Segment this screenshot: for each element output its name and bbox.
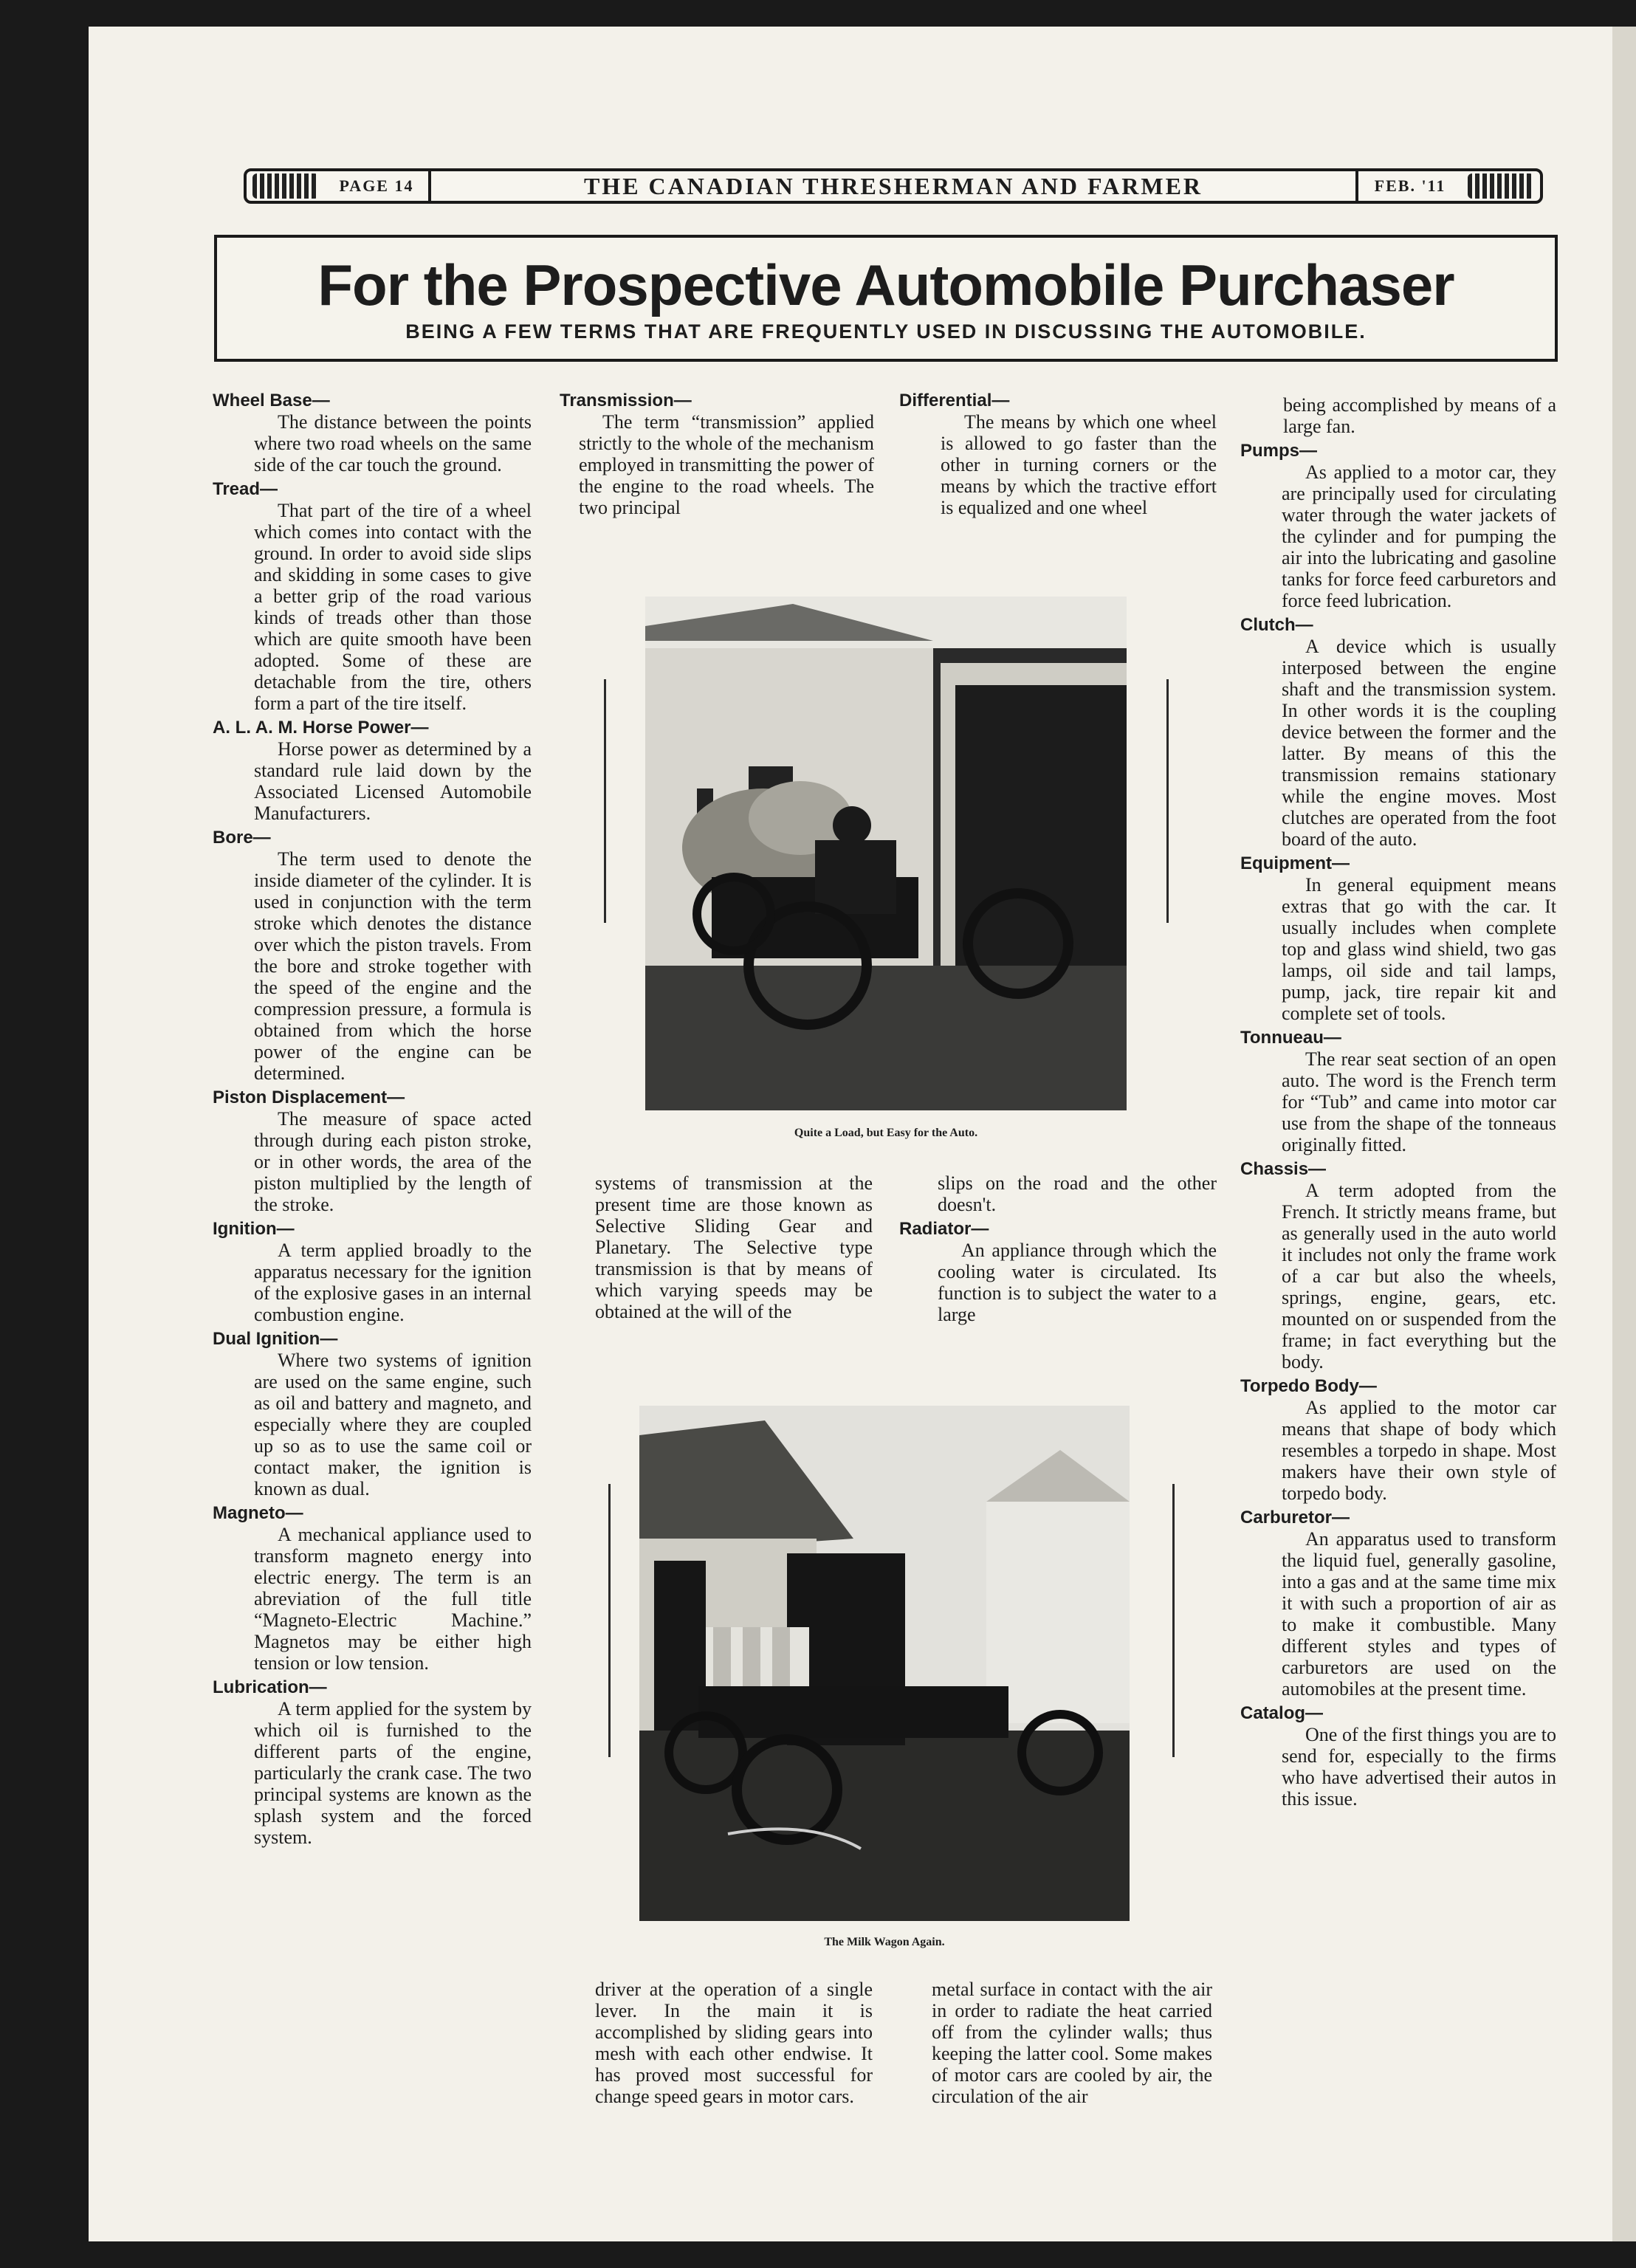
term-heading: Ignition— [213, 1219, 295, 1239]
photo-rule [604, 679, 606, 923]
term-heading: Transmission— [560, 391, 692, 410]
column-1 [213, 387, 532, 1848]
issue-date: FEB. '11 [1374, 176, 1446, 195]
photo-milk-wagon [639, 1406, 1130, 1921]
term-definition: A term adopted from the French. It strictly means frame, but as generally used in the auto world it includes not only the frame work of a car but also the wheels, springs, engine, gears, etc. mounted on or suspended from the frame; in fact everything but the body. [1282, 1180, 1556, 1372]
term-definition: The rear seat section of an open auto. The word is the French term for “Tub” and came into motor car use from the shape of the tonneaus originally fitted. [1282, 1048, 1556, 1155]
term-heading: Radiator— [899, 1219, 989, 1239]
column-2-bottom [595, 1979, 873, 2107]
term-definition: A term applied broadly to the apparatus necessary for the ignition of the explosive gases in an internal combustion engine. [254, 1240, 532, 1325]
term-heading: Equipment— [1240, 853, 1350, 873]
column-2-top [560, 387, 874, 518]
photo-loaded-auto [645, 597, 1127, 1110]
term-definition: A device which is usually interposed between the engine shaft and the transmission system. In other words it is the coupling device between the former and the latter. By means of this the transmission remains stationary while the engine moves. Most clutches are operated from the foot board of the auto. [1282, 636, 1556, 850]
subheadline: BEING A FEW TERMS THAT ARE FREQUENTLY USED IN DISCUSSING THE AUTOMOBILE. [405, 320, 1367, 343]
term-heading: Pumps— [1240, 441, 1318, 461]
term-heading: Tonnueau— [1240, 1028, 1341, 1048]
term-heading: Wheel Base— [213, 391, 330, 410]
term-heading: Lubrication— [213, 1677, 327, 1697]
term-definition: The measure of space acted through during each piston stroke, or in other words, the area of the piston multiplied by the length of the stroke. [254, 1108, 532, 1215]
column-3-top [899, 387, 1217, 518]
term-definition: As applied to a motor car, they are principally used for circulating water through the water jackets of the cylinder and for pumping the air into the lubricating and gasoline tanks for force feed carburetors and force feed lubrication. [1282, 461, 1556, 611]
photo-caption: Quite a Load, but Easy for the Auto. [794, 1127, 978, 1139]
term-definition: An apparatus used to transform the liquid fuel, generally gasoline, into a gas and at the same time mix it with such a proportion of air as to make it combustible. Many different styles and types of carburetors are used on the automobiles at the present time. [1282, 1528, 1556, 1700]
photo-rule [1172, 1484, 1175, 1757]
continued-text: systems of transmission at the present time are those known as Selective Sliding Gear and Planetary. The Selective type transmission is that by means of which varying speeds may be obtained at the will of the [595, 1172, 873, 1322]
term-definition: One of the first things you are to send for, especially to the firms who have advertised their autos in this issue. [1282, 1724, 1556, 1810]
continued-text: slips on the road and the other doesn't. [938, 1172, 1217, 1215]
term-heading: Dual Ignition— [213, 1329, 338, 1349]
term-heading: Differential— [899, 391, 1010, 410]
term-definition: As applied to the motor car means that shape of body which resembles a torpedo in shape. Most makers have their own style of torpedo body. [1282, 1397, 1556, 1504]
column-2-middle [595, 1172, 873, 1322]
photo-rule [1166, 679, 1169, 923]
photo-caption: The Milk Wagon Again. [824, 1936, 945, 1948]
column-3-middle [899, 1172, 1217, 1325]
term-heading: Magneto— [213, 1503, 303, 1523]
term-definition: An appliance through which the cooling water is circulated. Its function is to subject the water to a large [938, 1240, 1217, 1325]
column-4 [1240, 394, 1556, 1810]
term-heading: Torpedo Body— [1240, 1376, 1377, 1396]
term-definition: Horse power as determined by a standard rule laid down by the Associated Licensed Automobile Manufacturers. [254, 738, 532, 824]
term-definition: That part of the tire of a wheel which comes into contact with the ground. In order to avoid side slips and skidding in some cases to give a better grip of the road various kinds of treads other than those which are quite smooth have been adopted. Some of these are detachable from the tire, others form a part of the tire itself. [254, 500, 532, 714]
term-heading: A. L. A. M. Horse Power— [213, 718, 429, 738]
term-definition: A mechanical appliance used to transform magneto energy into electric energy. The term is an abreviation of the full title “Magneto-Electric Machine.” Magnetos may be either high tension or low tension. [254, 1524, 532, 1674]
page-number: PAGE 14 [339, 176, 414, 195]
term-definition: Where two systems of ignition are used on the same engine, such as oil and battery and magneto, and especially where they are coupled up so as to use the same coil or contact maker, the ignition is known as dual. [254, 1350, 532, 1499]
term-definition: The term used to denote the inside diameter of the cylinder. It is used in conjunction with the term stroke which denotes the distance over which the piston travels. From the bore and stroke together with the speed of the engine and the compression pressure, a formula is obtained from which the horse power of the engine can be determined. [254, 848, 532, 1084]
term-definition: The means by which one wheel is allowed to go faster than the other in turning corners or the means by which the tractive effort is equalized and one wheel [941, 411, 1217, 518]
masthead [244, 168, 1543, 204]
term-heading: Catalog— [1240, 1703, 1324, 1723]
term-heading: Clutch— [1240, 615, 1313, 635]
headline-box [214, 235, 1558, 362]
term-definition: A term applied for the system by which oil is furnished to the different parts of the engine, particularly the crank case. The two principal systems are known as the splash system and the forced system. [254, 1698, 532, 1848]
term-definition: In general equipment means extras that go with the car. It usually includes when complete top and glass wind shield, two gas lamps, oil side and tail lamps, pump, jack, tire repair kit and complete set of tools. [1282, 874, 1556, 1024]
term-heading: Chassis— [1240, 1159, 1327, 1179]
column-3-bottom [932, 1979, 1212, 2107]
publication-title: THE CANADIAN THRESHERMAN AND FARMER [428, 171, 1358, 201]
ornament-left-icon [252, 173, 319, 199]
headline: For the Prospective Automobile Purchaser [317, 252, 1454, 317]
term-definition: The term “transmission” applied strictly to the whole of the mechanism employed in transmitting the power of the engine to the road wheels. The two principal [579, 411, 874, 518]
term-heading: Tread— [213, 479, 278, 499]
continued-text: being accomplished by means of a large fan. [1283, 394, 1556, 437]
photo-rule [608, 1484, 611, 1757]
ornament-right-icon [1468, 173, 1534, 199]
facing-page-edge [1612, 27, 1636, 2241]
term-definition: The distance between the points where two road wheels on the same side of the car touch the ground. [254, 411, 532, 475]
term-heading: Carburetor— [1240, 1508, 1350, 1528]
term-heading: Bore— [213, 828, 271, 848]
term-heading: Piston Displacement— [213, 1087, 405, 1107]
continued-text: metal surface in contact with the air in order to radiate the heat carried off from the cylinder walls; thus keeping the latter cool. Some makes of motor cars are cooled by air, the circulation of the air [932, 1979, 1212, 2107]
continued-text: driver at the operation of a single lever. In the main it is accomplished by sliding gears into mesh with each other endwise. It has proved most successful for change speed gears in motor cars. [595, 1979, 873, 2107]
